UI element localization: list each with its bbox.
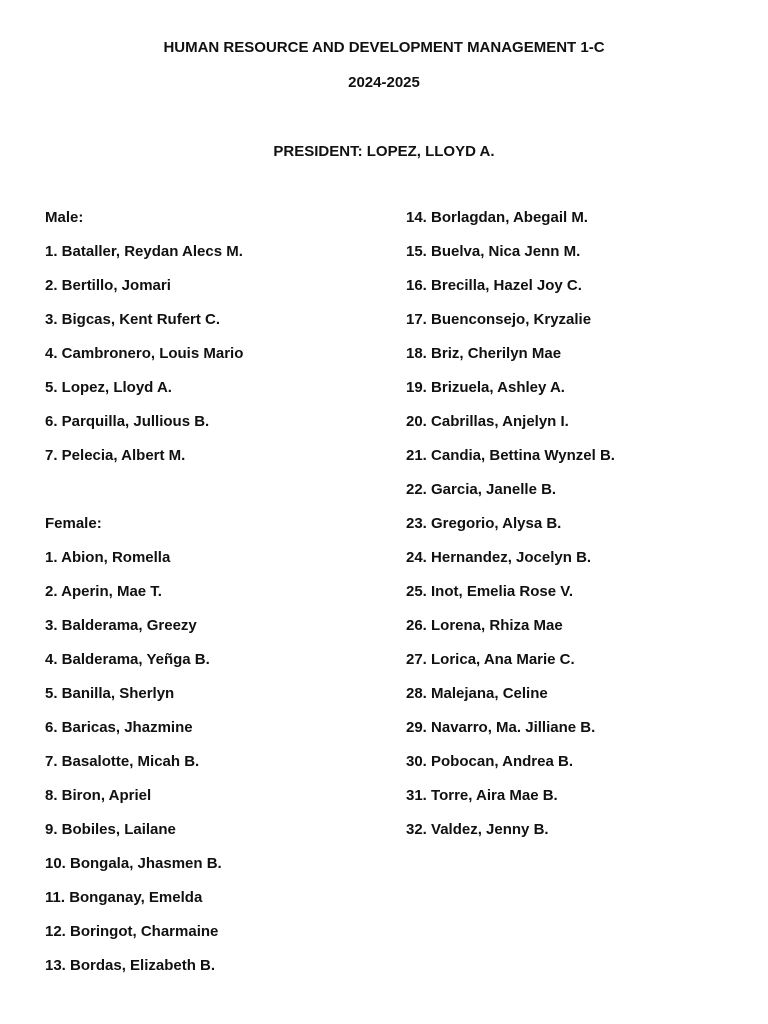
female-list-item: 25. Inot, Emelia Rose V.	[406, 583, 574, 600]
female-list-item: 31. Torre, Aira Mae B.	[406, 787, 558, 804]
right-column	[406, 208, 746, 854]
female-list-item: 5. Banilla, Sherlyn	[45, 685, 175, 702]
female-list-item: 3. Balderama, Greezy	[45, 617, 197, 634]
male-section-label: Male:	[45, 209, 84, 226]
female-list-item: 28. Malejana, Celine	[406, 685, 548, 702]
female-list-item: 20. Cabrillas, Anjelyn I.	[406, 413, 569, 430]
female-list-item: 24. Hernandez, Jocelyn B.	[406, 549, 592, 566]
female-list-item: 18. Briz, Cherilyn Mae	[406, 345, 562, 362]
class-president: PRESIDENT: LOPEZ, LLOYD A.	[273, 143, 495, 160]
female-list-item: 14. Borlagdan, Abegail M.	[406, 209, 588, 226]
female-list-item: 16. Brecilla, Hazel Joy C.	[406, 277, 582, 294]
female-list-item: 17. Buenconsejo, Kryzalie	[406, 311, 592, 328]
female-list-item: 6. Baricas, Jhazmine	[45, 719, 193, 736]
female-list-item: 2. Aperin, Mae T.	[45, 583, 162, 600]
male-list-item: 7. Pelecia, Albert M.	[45, 447, 186, 464]
female-section-label: Female:	[45, 515, 102, 532]
female-list-item: 7. Basalotte, Micah B.	[45, 753, 200, 770]
female-list-item: 8. Biron, Apriel	[45, 787, 152, 804]
female-list-item: 27. Lorica, Ana Marie C.	[406, 651, 575, 668]
female-list-item: 32. Valdez, Jenny B.	[406, 821, 549, 838]
left-column	[45, 208, 375, 990]
document-title: HUMAN RESOURCE AND DEVELOPMENT MANAGEMENT 1-C	[163, 39, 605, 56]
female-list-item: 1. Abion, Romella	[45, 549, 171, 566]
section-spacer	[45, 480, 375, 514]
female-list-item: 9. Bobiles, Lailane	[45, 821, 176, 838]
female-list-item: 10. Bongala, Jhasmen B.	[45, 855, 222, 872]
male-list-item: 5. Lopez, Lloyd A.	[45, 379, 172, 396]
female-list-item: 26. Lorena, Rhiza Mae	[406, 617, 563, 634]
female-list-item: 22. Garcia, Janelle B.	[406, 481, 557, 498]
male-list-item: 3. Bigcas, Kent Rufert C.	[45, 311, 221, 328]
male-list-item: 1. Bataller, Reydan Alecs M.	[45, 243, 243, 260]
school-year: 2024-2025	[348, 74, 420, 91]
male-list-item: 2. Bertillo, Jomari	[45, 277, 171, 294]
female-list-item: 11. Bonganay, Emelda	[45, 889, 203, 906]
female-list-item: 23. Gregorio, Alysa B.	[406, 515, 562, 532]
female-list-item: 30. Pobocan, Andrea B.	[406, 753, 573, 770]
female-list-item: 12. Boringot, Charmaine	[45, 923, 219, 940]
male-list-item: 6. Parquilla, Jullious B.	[45, 413, 210, 430]
female-list-item: 13. Bordas, Elizabeth B.	[45, 957, 216, 974]
female-list-item: 19. Brizuela, Ashley A.	[406, 379, 565, 396]
male-list-item: 4. Cambronero, Louis Mario	[45, 345, 244, 362]
female-list-item: 15. Buelva, Nica Jenn M.	[406, 243, 581, 260]
female-list-item: 4. Balderama, Yeñga B.	[45, 651, 210, 668]
female-list-item: 29. Navarro, Ma. Jilliane B.	[406, 719, 596, 736]
female-list-item: 21. Candia, Bettina Wynzel B.	[406, 447, 615, 464]
